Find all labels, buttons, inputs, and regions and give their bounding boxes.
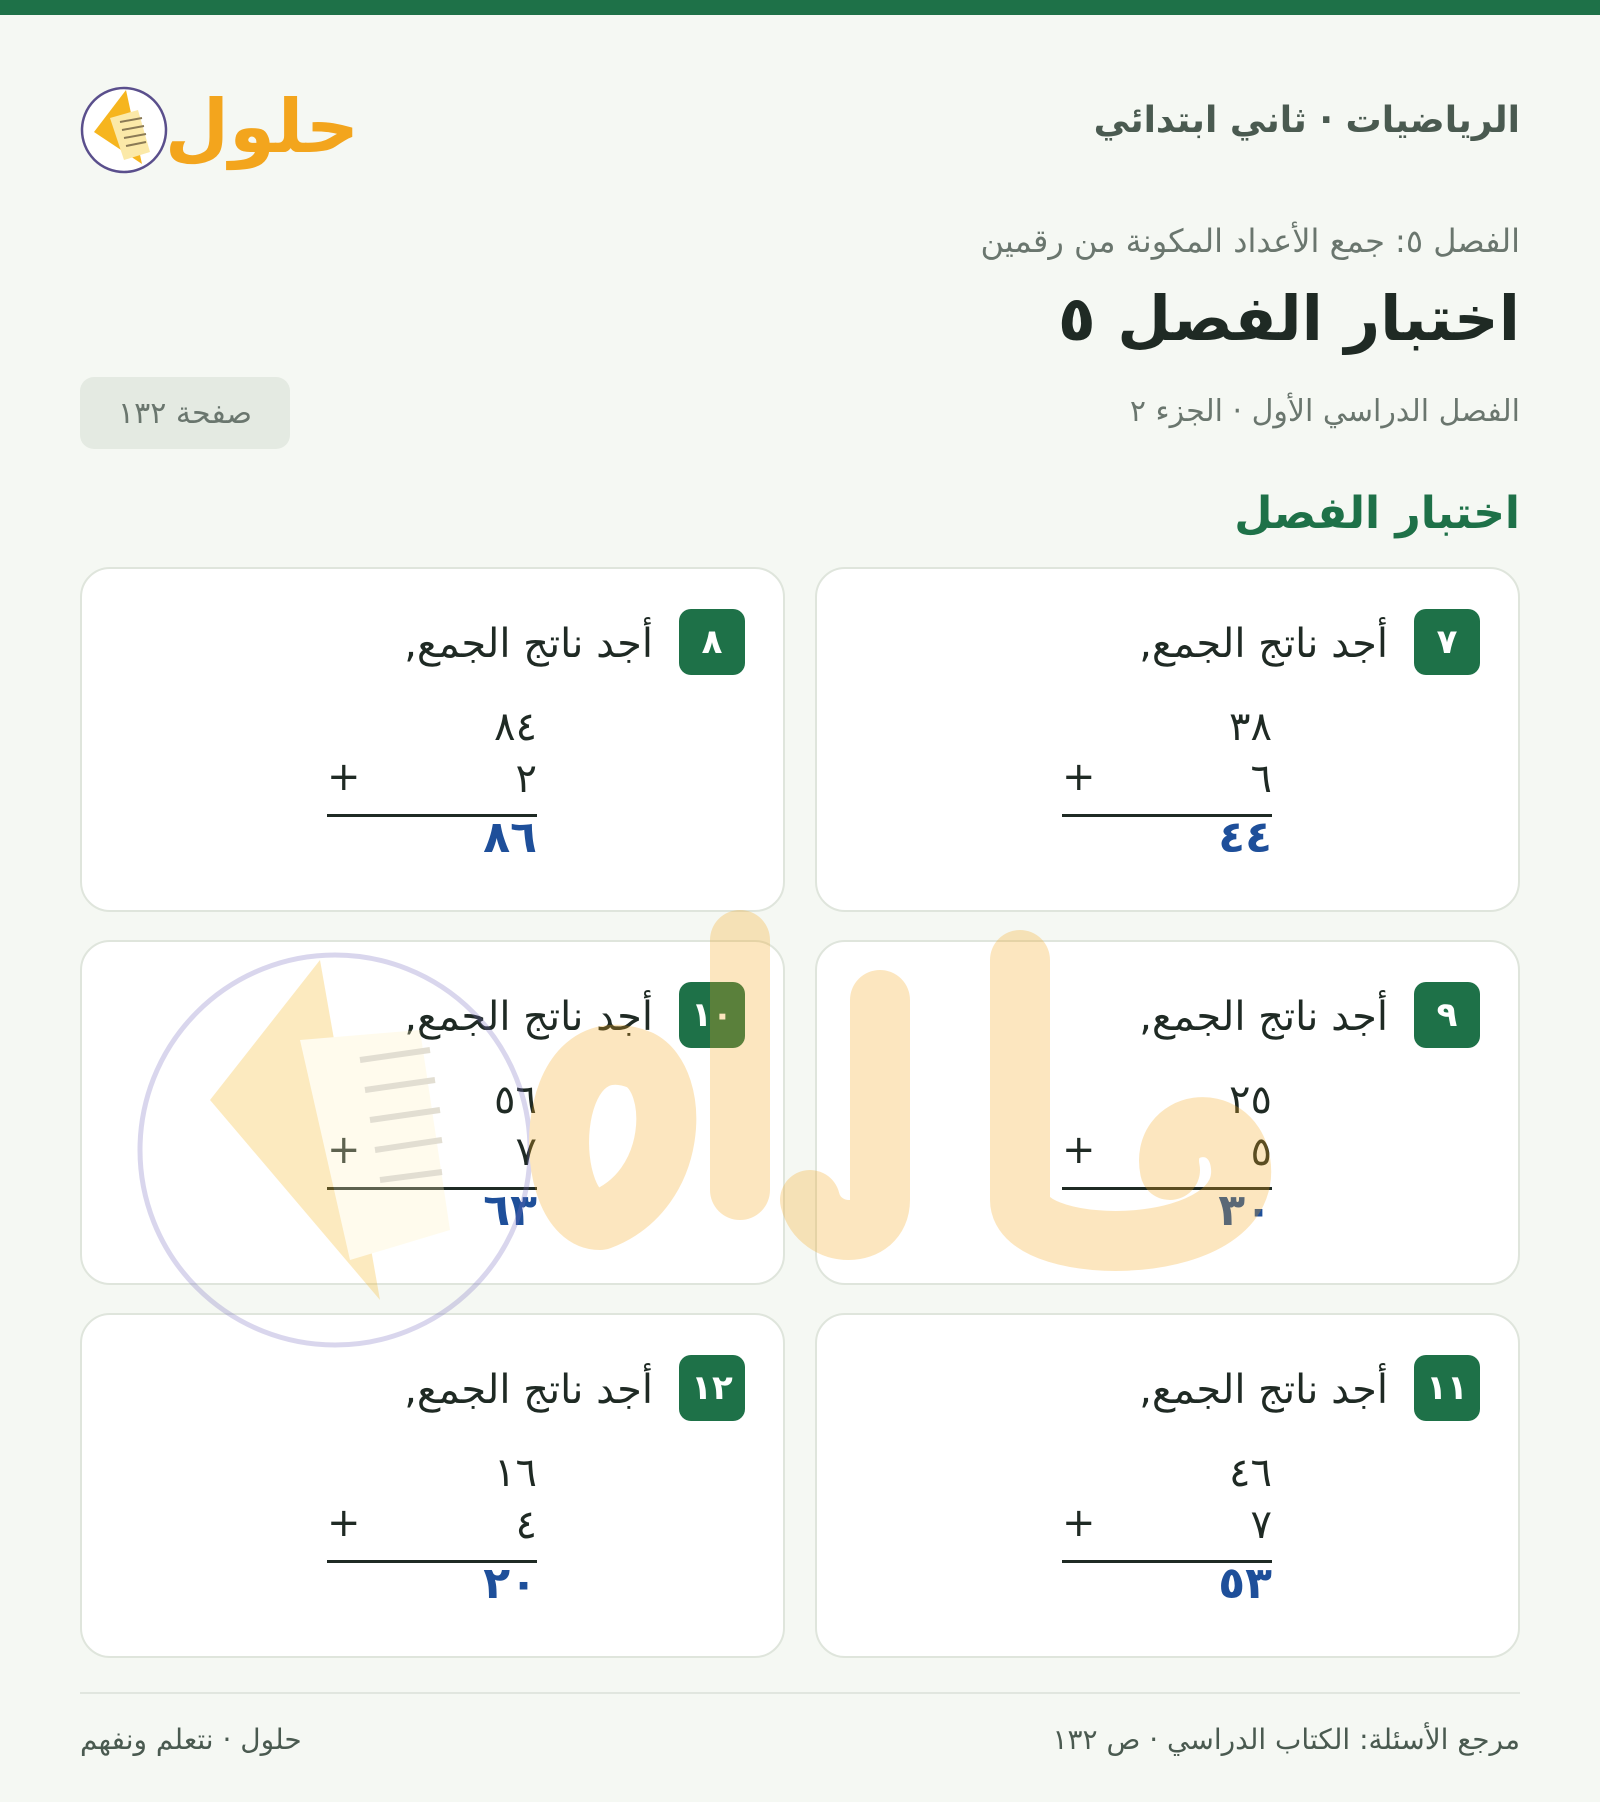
plus-sign: + bbox=[1062, 1127, 1096, 1173]
answer: ٦٣ bbox=[483, 1185, 537, 1236]
page-title: اختبار الفصل ٥ bbox=[1057, 282, 1520, 355]
question-number: ٧ bbox=[1414, 609, 1480, 675]
second-addend: ٢ bbox=[515, 756, 537, 802]
plus-sign: + bbox=[327, 754, 361, 800]
question-card bbox=[815, 567, 1520, 912]
question-prompt: أجد ناتج الجمع, bbox=[1139, 1367, 1388, 1413]
question-number: ٨ bbox=[679, 609, 745, 675]
second-addend: ٧ bbox=[1250, 1502, 1272, 1548]
page-header bbox=[80, 60, 1520, 180]
answer: ٥٣ bbox=[1218, 1558, 1272, 1609]
plus-sign: + bbox=[327, 1127, 361, 1173]
first-addend: ٢٥ bbox=[1229, 1077, 1272, 1123]
question-prompt: أجد ناتج الجمع, bbox=[404, 621, 653, 667]
second-addend: ٧ bbox=[515, 1129, 537, 1175]
vertical-addition bbox=[1062, 1077, 1272, 1237]
question-number: ١٠ bbox=[679, 982, 745, 1048]
question-number: ١٢ bbox=[679, 1355, 745, 1421]
question-card bbox=[80, 940, 785, 1285]
question-number: ١١ bbox=[1414, 1355, 1480, 1421]
first-addend: ٤٦ bbox=[1229, 1450, 1272, 1496]
footer-brand: حلول · نتعلم ونفهم bbox=[80, 1723, 302, 1756]
question-card bbox=[80, 1313, 785, 1658]
second-addend: ٥ bbox=[1250, 1129, 1272, 1175]
first-addend: ٣٨ bbox=[1229, 704, 1272, 750]
vertical-addition bbox=[327, 1450, 537, 1610]
footer-reference: مرجع الأسئلة: الكتاب الدراسي · ص ١٣٢ bbox=[1052, 1723, 1520, 1756]
answer: ٣٠ bbox=[1218, 1185, 1272, 1236]
question-prompt: أجد ناتج الجمع, bbox=[404, 1367, 653, 1413]
first-addend: ٥٦ bbox=[494, 1077, 537, 1123]
chapter-subtitle: الفصل ٥: جمع الأعداد المكونة من رقمين bbox=[980, 222, 1520, 260]
footer-divider bbox=[80, 1692, 1520, 1694]
question-prompt: أجد ناتج الجمع, bbox=[1139, 994, 1388, 1040]
answer: ٤٤ bbox=[1218, 812, 1272, 863]
second-addend: ٤ bbox=[515, 1502, 537, 1548]
subject-title: الرياضيات · ثاني ابتدائي bbox=[1093, 100, 1520, 141]
vertical-addition bbox=[327, 704, 537, 864]
second-addend: ٦ bbox=[1250, 756, 1272, 802]
questions-grid bbox=[80, 567, 1520, 1658]
vertical-addition bbox=[1062, 704, 1272, 864]
question-card bbox=[80, 567, 785, 912]
question-number: ٩ bbox=[1414, 982, 1480, 1048]
first-addend: ٨٤ bbox=[494, 704, 537, 750]
top-accent-bar bbox=[0, 0, 1600, 15]
answer: ٢٠ bbox=[483, 1558, 537, 1609]
semester-info: الفصل الدراسي الأول · الجزء ٢ bbox=[1129, 394, 1520, 429]
section-title: اختبار الفصل bbox=[1234, 488, 1520, 539]
question-prompt: أجد ناتج الجمع, bbox=[404, 994, 653, 1040]
first-addend: ١٦ bbox=[494, 1450, 537, 1496]
vertical-addition bbox=[327, 1077, 537, 1237]
plus-sign: + bbox=[327, 1500, 361, 1546]
question-prompt: أجد ناتج الجمع, bbox=[1139, 621, 1388, 667]
plus-sign: + bbox=[1062, 754, 1096, 800]
vertical-addition bbox=[1062, 1450, 1272, 1610]
question-card bbox=[815, 940, 1520, 1285]
plus-sign: + bbox=[1062, 1500, 1096, 1546]
page-number-badge: صفحة ١٣٢ bbox=[80, 377, 290, 449]
answer: ٨٦ bbox=[483, 812, 537, 863]
svg-text:حلول: حلول bbox=[164, 84, 360, 170]
hulul-logo bbox=[80, 60, 360, 180]
question-card bbox=[815, 1313, 1520, 1658]
